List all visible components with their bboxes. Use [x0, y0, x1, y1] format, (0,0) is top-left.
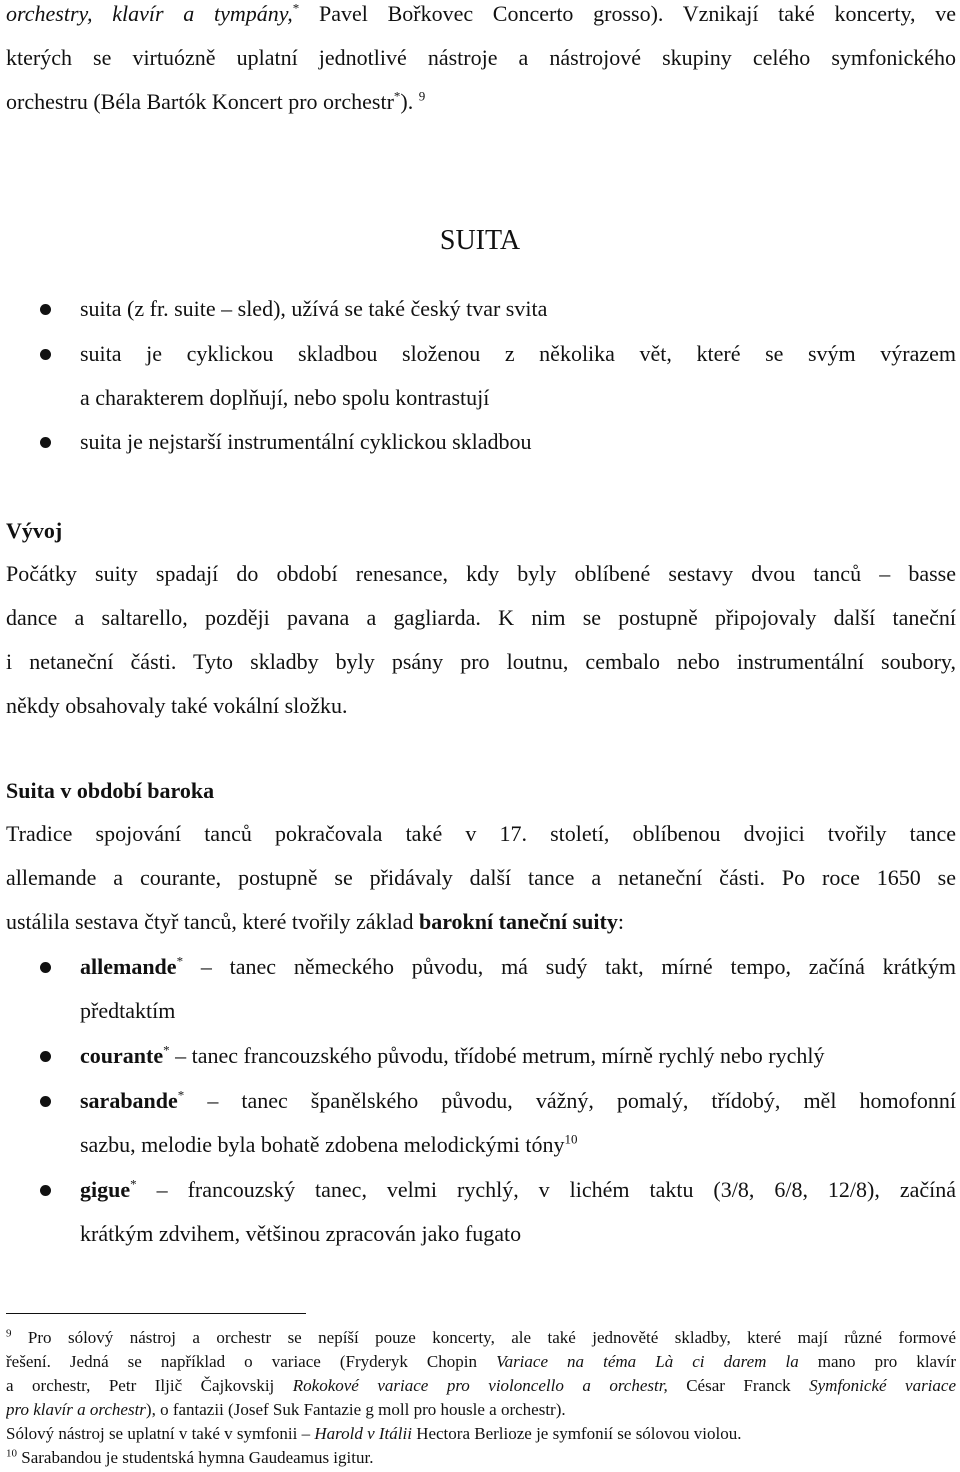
footnote-text: Sólový nástroj se uplatní v také v symfonii –: [6, 1424, 315, 1443]
baroko-line: allemande a courante, postupně se přidávaly další tance a netaneční části. Po roce 1650 se: [6, 865, 956, 890]
baroko-text: ustálila sestava čtyř tanců, které tvořily základ: [6, 909, 419, 934]
footnote-line: [6, 1422, 956, 1446]
baroko-bold-term: barokní taneční suity: [418, 909, 618, 934]
footnote-separator: [6, 1313, 306, 1314]
glossary-star: *: [393, 88, 401, 104]
footnote-line: [6, 1398, 956, 1422]
dance-name: sarabande: [80, 1088, 178, 1113]
footnote-text: ), o fantazii (Josef Suk Fantazie g moll pro housle a orchestr).: [145, 1400, 566, 1419]
footnote-ref-9[interactable]: 9: [418, 88, 426, 104]
dance-name: gigue: [80, 1177, 131, 1202]
intro-line-1: [6, 0, 956, 36]
bullet-item: [80, 420, 956, 464]
intro-line-3: [6, 80, 956, 124]
bullet-dot: [40, 349, 51, 360]
bullet-dot: [40, 1051, 51, 1062]
dance-line: předtaktím: [80, 998, 176, 1023]
footnote-italic: Rokokové variace pro violoncello a orchestr,: [292, 1376, 668, 1395]
footnote-text: Hectora Berlioze je symfonií se sólovou violou.: [411, 1424, 742, 1443]
intro-paragraph: [6, 0, 956, 124]
bullet-text: suita je cyklickou skladbou složenou z několika vět, které se svým výrazem: [80, 341, 956, 366]
section-heading-baroko: Suita v období baroka: [6, 778, 215, 803]
bullet-dot: [40, 437, 51, 448]
section-title-suita: SUITA: [439, 225, 521, 256]
dance-item-gigue: [80, 1168, 956, 1256]
dance-line: krátkým zdvihem, většinou zpracován jako fugato: [80, 1221, 522, 1246]
dance-item-courante: [80, 1034, 956, 1078]
intro-line-2: kterých se virtuózně uplatní jednotlivé nástroje a nástrojové skupiny celého symfonického: [6, 45, 956, 70]
section-heading-vyvoj: Vývoj: [6, 518, 63, 543]
footnote-text: Pro sólový nástroj a orchestr se nepíší pouze koncerty, ale také jednověté skladby, které mají různé formové: [11, 1328, 956, 1347]
footnote-italic: Symfonické variace: [809, 1376, 956, 1395]
bullet-item: [80, 287, 956, 331]
bullet-text: suita je nejstarší instrumentální cyklickou skladbou: [80, 429, 532, 454]
footnote-text: a orchestr, Petr Iljič Čajkovskij: [6, 1376, 293, 1395]
footnote-line: [6, 1446, 956, 1470]
footnote-line: [6, 1326, 956, 1350]
footnote-text: mano pro klavír: [798, 1352, 956, 1371]
dance-line: [80, 1168, 956, 1212]
dance-name: allemande: [80, 954, 177, 979]
dance-item-allemande: [80, 945, 956, 1033]
vyvoj-line: někdy obsahovaly také vokální složku.: [6, 693, 348, 718]
dance-name: courante: [80, 1043, 164, 1068]
vyvoj-line: i netaneční části. Tyto skladby byly psány pro loutnu, cembalo nebo instrumentální soubory,: [6, 649, 956, 674]
bullet-dot: [40, 962, 51, 973]
baroko-paragraph: [6, 812, 956, 944]
dance-line: [80, 1034, 956, 1078]
baroko-line: Tradice spojování tanců pokračovala také v 17. století, oblíbenou dvojici tvořily tance: [6, 821, 956, 846]
intro-italic-text: orchestry, klavír a tympány,: [6, 1, 293, 26]
footnote-10: [6, 1446, 956, 1470]
dance-desc: – tanec německého původu, má sudý takt, mírné tempo, začíná krátkým: [183, 954, 956, 979]
bullet-text: suita (z fr. suite – sled), užívá se také český tvar svita: [80, 296, 548, 321]
dance-line: [80, 945, 956, 989]
glossary-star: *: [163, 1042, 170, 1058]
vyvoj-line: Počátky suity spadají do období renesance, kdy byly oblíbené sestavy dvou tanců – basse: [6, 561, 956, 586]
footnote-text: Sarabandou je studentská hymna Gaudeamus igitur.: [17, 1448, 374, 1467]
bullet-dot: [40, 1185, 51, 1196]
intro-text: orchestru (Béla Bartók Koncert pro orchestr: [6, 89, 394, 114]
baroko-text: :: [617, 909, 624, 934]
bullet-dot: [40, 1096, 51, 1107]
footnote-line: [6, 1350, 956, 1374]
bullet-text: a charakterem doplňují, nebo spolu kontrastují: [80, 385, 490, 410]
footnote-line: [6, 1374, 956, 1398]
dance-item-sarabande: [80, 1079, 956, 1167]
glossary-star: *: [292, 0, 300, 16]
bullet-item: [80, 332, 956, 420]
footnote-italic: Harold v Itálii: [314, 1424, 412, 1443]
footnote-text: řešení. Jedná se například o variace (Fryderyk Chopin: [6, 1352, 497, 1371]
glossary-star: *: [176, 953, 184, 969]
footnote-italic: pro klavír a orchestr: [6, 1400, 146, 1419]
dance-line: [80, 1079, 956, 1123]
bullet-dot: [40, 304, 51, 315]
intro-text: Pavel Bořkovec Concerto grosso). Vznikají také koncerty, ve: [299, 1, 956, 26]
vyvoj-line: dance a saltarello, později pavana a gagliarda. K nim se postupně připojovaly další taneční: [6, 605, 956, 630]
baroko-line: [6, 900, 956, 944]
footnote-9: [6, 1326, 956, 1446]
dance-desc: – francouzský tanec, velmi rychlý, v lichém taktu (3/8, 6/8, 12/8), začíná: [136, 1177, 956, 1202]
intro-text: ).: [400, 89, 419, 114]
dance-desc: sazbu, melodie byla bohatě zdobena melodickými tóny: [80, 1132, 565, 1157]
glossary-star: *: [177, 1087, 185, 1103]
vyvoj-paragraph: [6, 552, 956, 728]
footnote-number: 10: [6, 1447, 17, 1460]
glossary-star: *: [130, 1176, 137, 1192]
dance-desc: – tanec španělského původu, vážný, pomalý, třídobý, měl homofonní: [184, 1088, 956, 1113]
footnote-ref-10[interactable]: 10: [564, 1131, 578, 1147]
footnote-text: César Franck: [667, 1376, 810, 1395]
dance-line: [80, 1123, 956, 1167]
dance-desc: – tanec francouzského původu, třídobé metrum, mírně rychlý nebo rychlý: [169, 1043, 825, 1068]
footnote-italic: Variace na téma Là ci darem la: [496, 1352, 799, 1371]
footnote-number: 9: [6, 1327, 12, 1340]
